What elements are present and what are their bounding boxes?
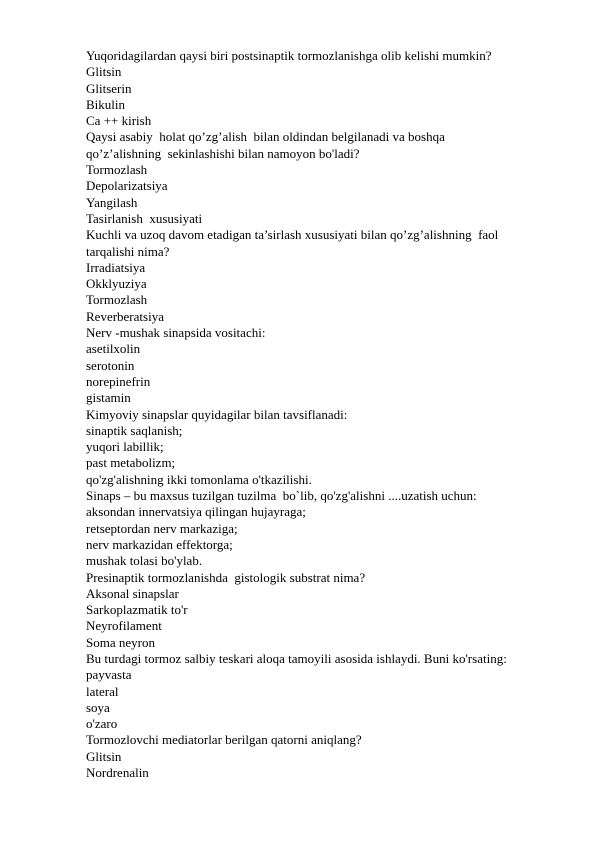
question-text: Qaysi asabiy holat qo’zg’alish bilan oldindan belgilanadi va boshqa — [86, 129, 445, 145]
answer-option: Glitserin — [86, 80, 132, 96]
answer-option: Aksonal sinapslar — [86, 585, 179, 601]
answer-option: Ca ++ kirish — [86, 113, 152, 129]
answer-option: Bikulin — [86, 96, 126, 112]
answer-option: qo'zg'alishning ikki tomonlama o'tkazilishi. — [86, 471, 312, 487]
answer-option: asetilxolin — [86, 341, 141, 357]
question-text: Presinaptik tormozlanishda gistologik substrat nima? — [86, 569, 366, 585]
answer-option: nerv markazidan effektorga; — [86, 536, 233, 552]
answer-option: payvasta — [86, 667, 132, 683]
question-text: Bu turdagi tormoz salbiy teskari aloqa tamoyili asosida ishlaydi. Buni ko'rsating: — [86, 650, 507, 666]
answer-option: Tasirlanish xususiyati — [86, 210, 203, 226]
answer-option: Irradiatsiya — [86, 259, 146, 275]
question-text: qo’z’alishning sekinlashishi bilan namoyon bo'ladi? — [86, 145, 360, 161]
question-text: Sinaps – bu maxsus tuzilgan tuzilma bo`lib, qo'zg'alishni ....uzatish uchun: — [86, 488, 477, 504]
answer-option: Tormozlash — [86, 162, 148, 178]
answer-option: o'zaro — [86, 716, 118, 732]
answer-option: Neyrofilament — [86, 618, 162, 634]
answer-option: aksondan innervatsiya qilingan hujayraga; — [86, 504, 306, 520]
answer-option: Glitsin — [86, 64, 122, 80]
answer-option: gistamin — [86, 390, 131, 406]
question-text: Tormozlovchi mediatorlar berilgan qatorni aniqlang? — [86, 732, 362, 748]
answer-option: Soma neyron — [86, 634, 155, 650]
question-text: Yuqoridagilardan qaysi biri postsinaptik tormozlanishga olib kelishi mumkin? — [86, 48, 492, 63]
question-text: Kimyoviy sinapslar quyidagilar bilan tavsiflanadi: — [86, 406, 348, 422]
answer-option: norepinefrin — [86, 373, 151, 389]
answer-option: Glitsin — [86, 748, 122, 764]
answer-option: Nordrenalin — [86, 765, 149, 781]
answer-option: Okklyuziya — [86, 276, 147, 292]
answer-option: mushak tolasi bo'ylab. — [86, 553, 203, 569]
answer-option: yuqori labillik; — [86, 439, 164, 455]
answer-option: Reverberatsiya — [86, 308, 164, 324]
answer-option: past metabolizm; — [86, 455, 176, 471]
answer-option: lateral — [86, 683, 119, 699]
question-text: Nerv -mushak sinapsida vositachi: — [86, 325, 266, 341]
question-text: Kuchli va uzoq davom etadigan ta’sirlash xususiyati bilan qo’zg’alishning faol — [86, 227, 499, 243]
answer-option: soya — [86, 699, 110, 715]
answer-option: Depolarizatsiya — [86, 178, 168, 194]
answer-option: Yangilash — [86, 194, 138, 210]
document-page — [86, 48, 556, 781]
answer-option: sinaptik saqlanish; — [86, 422, 183, 438]
answer-option: Tormozlash — [86, 292, 148, 308]
answer-option: retseptordan nerv markaziga; — [86, 520, 238, 536]
answer-option: serotonin — [86, 357, 135, 373]
answer-option: Sarkoplazmatik to'r — [86, 602, 188, 618]
question-text: tarqalishi nima? — [86, 243, 170, 259]
